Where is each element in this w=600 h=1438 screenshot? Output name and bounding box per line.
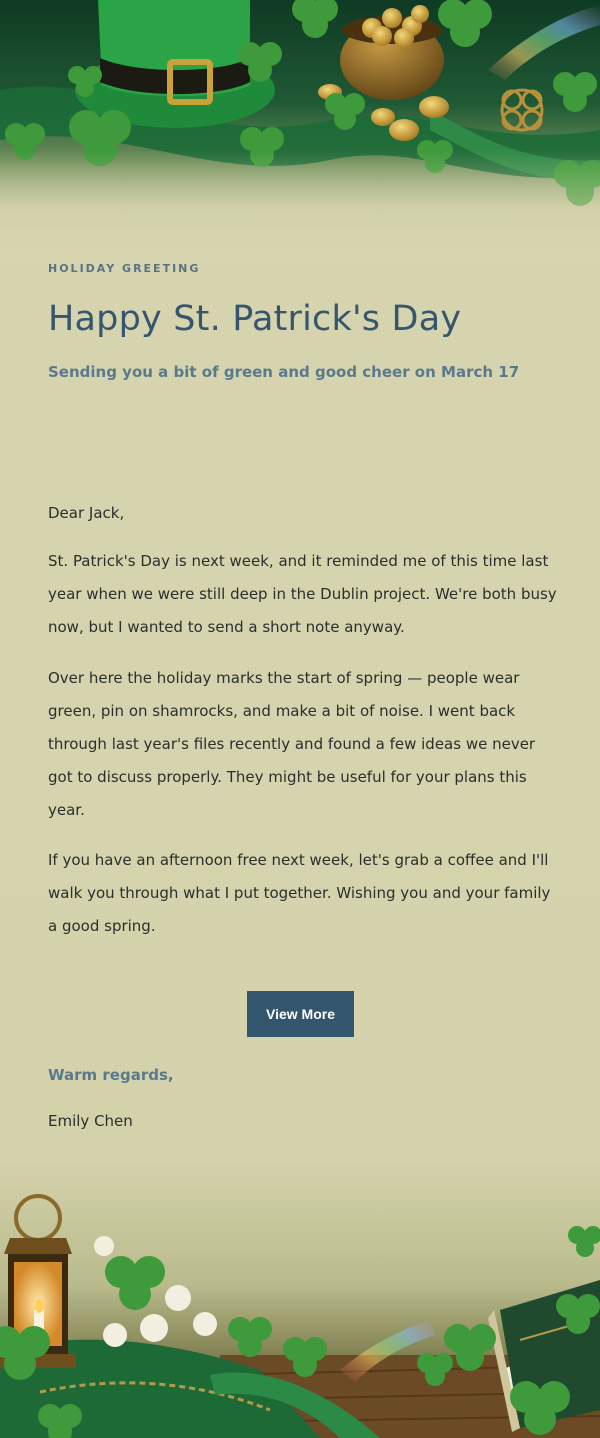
- view-more-button[interactable]: View More: [247, 991, 354, 1037]
- subtitle: Sending you a bit of green and good cheer on March 17: [48, 363, 520, 381]
- page-title: Happy St. Patrick's Day: [48, 299, 462, 339]
- pot-of-gold-icon: [340, 5, 444, 100]
- footer-banner: [0, 1160, 600, 1438]
- header-banner: [0, 0, 600, 260]
- rainbow-icon: [488, 5, 600, 80]
- signature: Emily Chen: [48, 1112, 133, 1130]
- eyebrow-label: HOLIDAY GREETING: [48, 262, 201, 275]
- letter-paragraph: St. Patrick's Day is next week, and it reminded me of this time last year when we were still deep in the Dublin project. We're both busy now, but I wanted to send a short note anyway.: [48, 552, 557, 636]
- letter-greeting: Dear Jack,: [48, 504, 125, 522]
- letter-paragraph: Over here the holiday marks the start of spring — people wear green, pin on shamrocks, and make a bit of noise. I went back through last year's files recently and found a few ideas we never got to discuss properly. They might be useful for your plans this year.: [48, 669, 536, 819]
- celtic-knot-icon: [502, 90, 542, 130]
- letter-paragraph: If you have an afternoon free next week, let's grab a coffee and I'll walk you through what I put together. Wishing you and your family a good spring.: [48, 851, 551, 935]
- signoff: Warm regards,: [48, 1066, 174, 1084]
